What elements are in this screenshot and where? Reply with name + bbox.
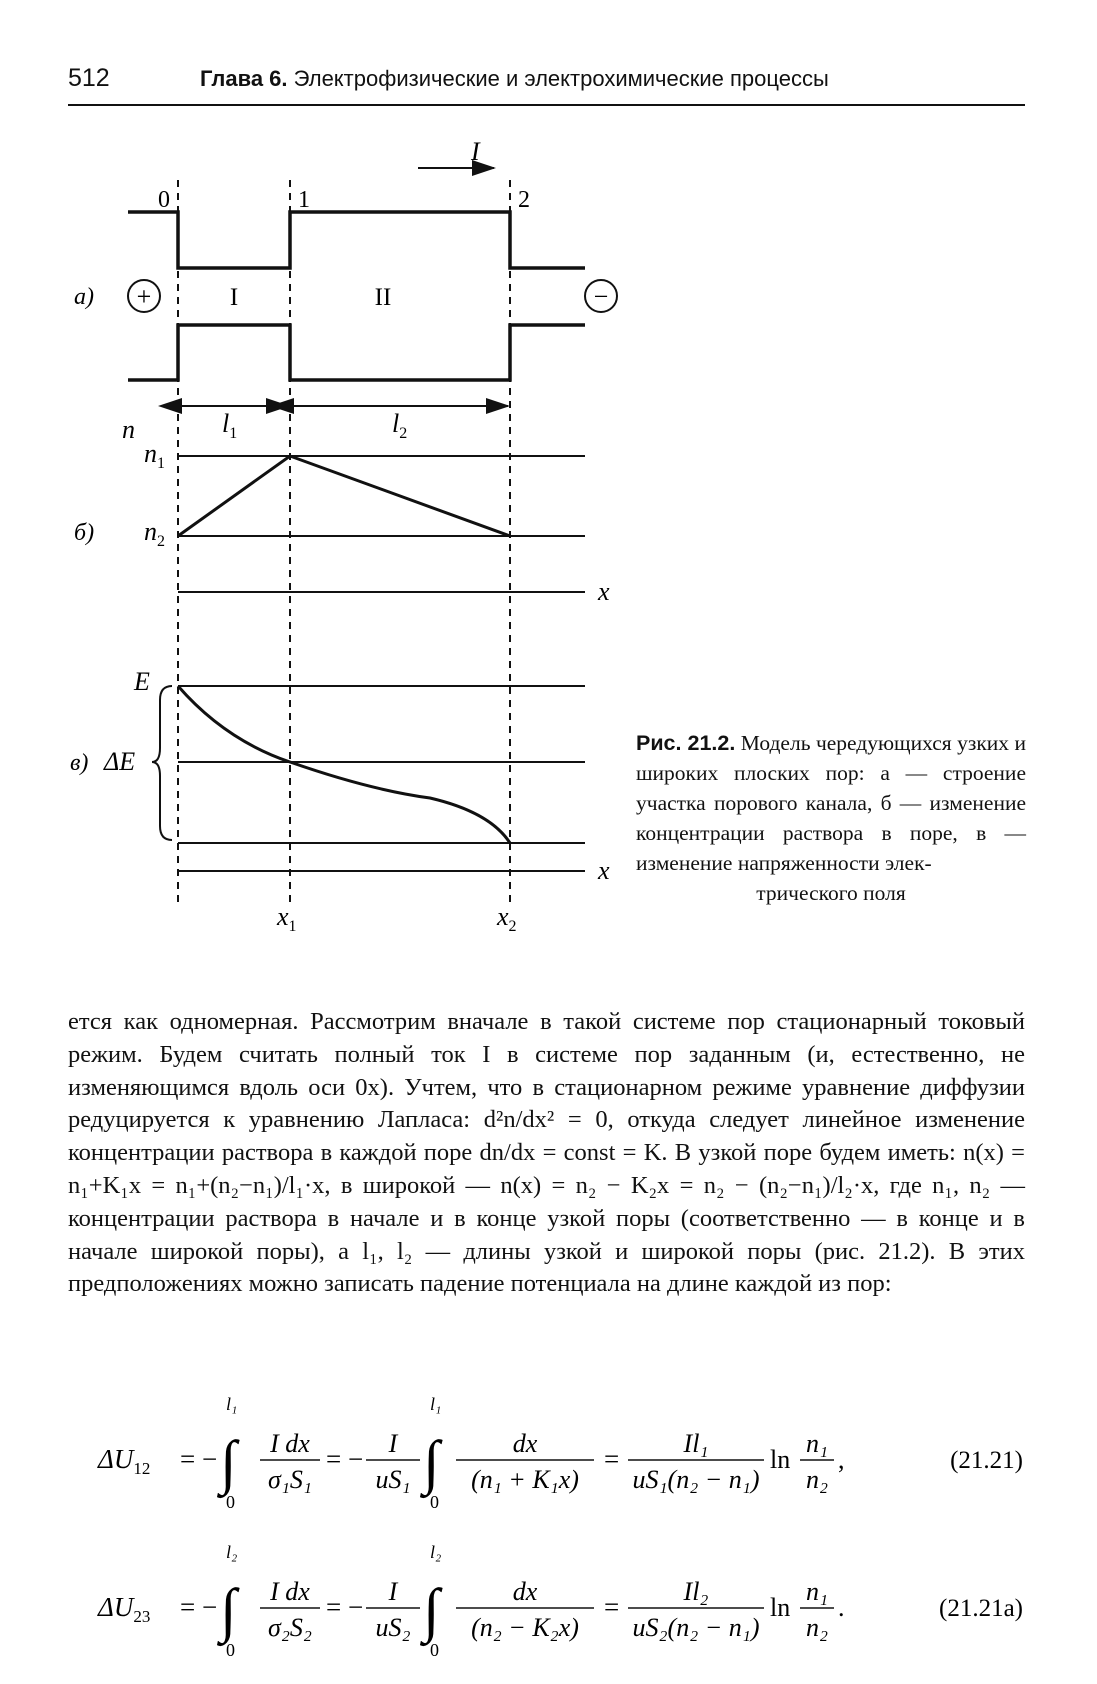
section-dashed-lines [178,180,510,905]
eq1-f4-den: uS₁(n₂ − n₁) [632,1465,760,1494]
x-axis-c-label: x [598,856,610,885]
marker-2: 2 [518,187,530,213]
caption-last-line: трического поля [756,881,906,905]
eq2-f3-num: dx [512,1577,538,1606]
pore-label-wide: II [374,284,392,311]
eq1-eq1: = − [180,1444,218,1474]
eq2-int1-sign: ∫ [220,1577,237,1643]
eq2-f2-num: I [388,1577,398,1606]
delta-E-brace [152,686,172,840]
eq1-f5-den: n₂ [805,1465,829,1494]
chapter-title: Электрофизические и электрохимические процессы [293,66,829,91]
minus-sign: − [593,282,609,311]
eq2-eq2: = − [326,1592,364,1622]
eq2-f5-den: n₂ [805,1613,829,1642]
eq1-number: (21.21) [950,1447,1023,1474]
chapter-label: Глава 6. [200,66,288,91]
eq2-eq3: = [604,1592,620,1622]
marker-1: 1 [298,187,310,213]
eq1-int2-lower: 0 [430,1492,439,1512]
eq1-int2-sign: ∫ [423,1429,440,1495]
eq1-eq3: = [604,1444,620,1474]
eq1-int1-lower: 0 [226,1492,235,1512]
pore-lower-wall [128,325,585,380]
equation-21-21 [68,1380,1025,1520]
eq2-int2-sign: ∫ [423,1577,440,1643]
figure-label: Рис. 21.2. [636,731,736,755]
caption-text: Модель чередующихся узких и широких плоских пор: а — строение участка порового канала, б — изменение концентрации раствора в поре, в — изменение напряженности элек- [636,731,1027,875]
eq1-eq2: = − [326,1444,364,1474]
x1-label: $x_1$ [277,902,297,935]
eq1-ln: ln [770,1445,791,1474]
eq1-f1-num: I dx [270,1429,310,1458]
x-axis-b-label: x [598,577,610,606]
eq2-f2-den: uS₂ [375,1613,411,1642]
eq2-int1-lower: 0 [226,1640,235,1660]
x2-label: $x_2$ [497,902,517,935]
pore-label-narrow: I [229,284,239,311]
eq1-end: , [838,1445,845,1474]
plus-sign: + [136,282,152,311]
level-n1-label: $n_1$ [144,439,165,472]
label-E: E [134,667,150,696]
eq1-f1-den: σ₁S₁ [268,1465,312,1494]
length-label-l1: $l_1$ [222,409,238,442]
eq2-lhs: ΔU [98,1592,134,1622]
field-strength-curve [178,686,510,843]
panel-label-a: а) [74,284,94,310]
marker-0: 0 [158,187,170,213]
eq2-lhs-sub: 23 [133,1607,151,1626]
level-n2-label: $n_2$ [144,517,165,550]
eq2-int2-lower: 0 [430,1640,439,1660]
eq1-f3-num: dx [512,1429,538,1458]
eq2-f1-den: σ₂S₂ [268,1613,312,1642]
eq1-int2-upper: l₁ [430,1394,442,1414]
eq2-f4-den: uS₂(n₂ − n₁) [632,1613,760,1642]
concentration-profile [178,456,510,536]
eq2-f5-num: n₁ [805,1577,829,1606]
eq1-f4-num: Il₁ [683,1429,709,1458]
eq1-int1-sign: ∫ [220,1429,237,1495]
panel-label-b: б) [74,520,95,546]
eq2-f4-num: Il₂ [683,1577,709,1606]
figure-caption [636,728,1026,908]
eq1-f2-den: uS₁ [375,1465,411,1494]
eq2-int2-upper: l₂ [430,1542,442,1562]
panel-label-c: в) [70,750,89,776]
label-delta-E: ΔE [104,747,136,776]
page-number: 512 [68,64,110,92]
eq1-f2-num: I [388,1429,398,1458]
paragraph: ется как одномерная. Рассмотрим вначале в такой системе пор стационарный токовый режим. Будем считать полный ток I в системе пор заданным (и, естественно, не изменяющимся вдоль оси 0x). Учтем, что в стационарном режиме уравнение диффузии редуцируется к уравнению Лапласа: d²n/dx² = 0, откуда следует линейное изменение концентрации раствора в каждой поре dn/dx = const = K. В узкой поре будем иметь: n(x) = n₁+K₁x = n₁+(n₂−n₁)/l₁·x, в широкой — n(x) = n₂ − K₂x = n₂ − (n₂−n₁)/l₂·x, где n₁, n₂ — концентрации раствора в начале и в конце узкой поры (соответственно — в конце и в начале широкой поры), а l₁, l₂ — длины узкой и широкой поры (рис. 21.2). В этих предположениях можно записать падение потенциала на длине каждой из пор: [68,1008,1025,1298]
eq2-f1-num: I dx [270,1577,310,1606]
pore-upper-wall [128,212,585,268]
eq1-lhs-sub: 12 [133,1459,151,1478]
eq2-f3-den: (n₂ − K₂x) [471,1613,579,1642]
svg-text:ΔU23 [97,1592,150,1626]
svg-text:ΔU12 [97,1444,150,1478]
eq2-end: . [838,1593,845,1622]
eq1-lhs: ΔU [98,1444,134,1474]
length-label-l2: $l_2$ [392,409,408,442]
eq2-number: (21.21а) [939,1595,1023,1622]
eq1-f5-num: n₁ [805,1429,829,1458]
eq1-int1-upper: l₁ [226,1394,238,1414]
body-text [68,1006,1025,1301]
eq1-f3-den: (n₁ + K₁x) [471,1465,579,1494]
eq2-ln: ln [770,1593,791,1622]
current-label: I [471,137,480,166]
equation-21-21a [68,1528,1025,1668]
eq2-eq1: = − [180,1592,218,1622]
axis-label-n: n [122,415,135,444]
eq2-int1-upper: l₂ [226,1542,238,1562]
